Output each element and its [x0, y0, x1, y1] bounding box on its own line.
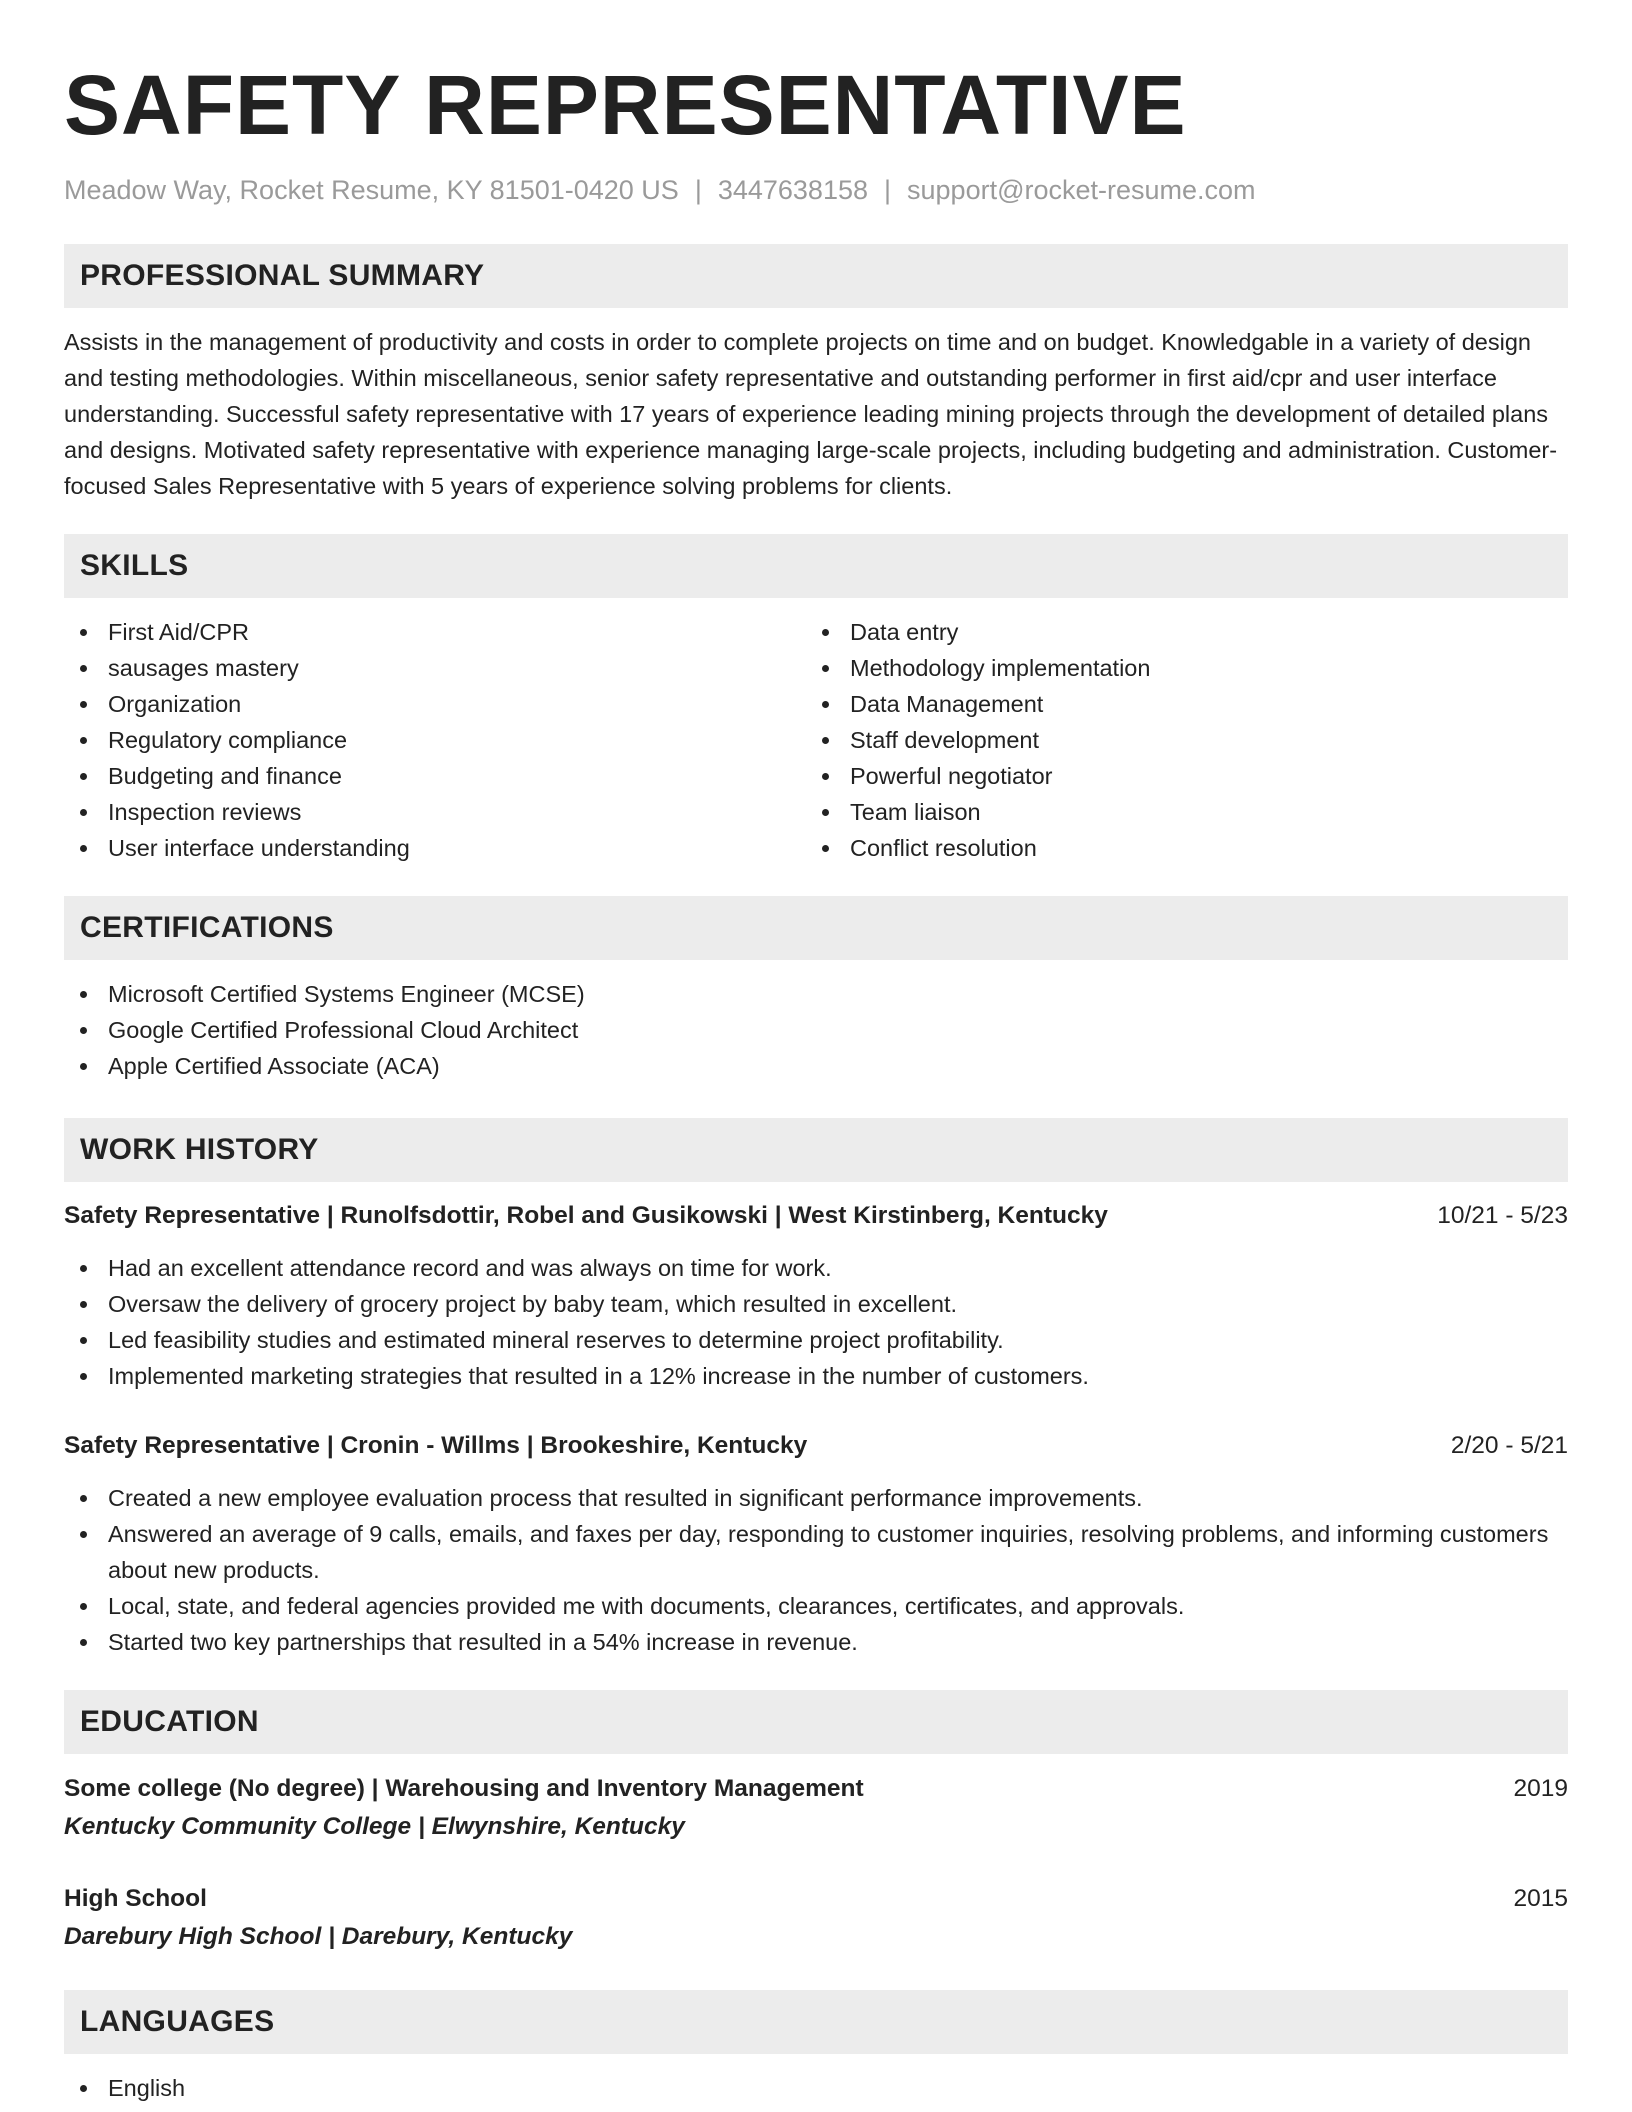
- certification-item: Microsoft Certified Systems Engineer (MCSE): [64, 976, 1568, 1012]
- education-heading-row: [64, 1770, 1568, 1808]
- contact-address: Meadow Way, Rocket Resume, KY 81501-0420 US: [64, 175, 679, 205]
- job-heading-row: [64, 1198, 1568, 1234]
- skills-column-right: [806, 614, 1548, 866]
- job-heading-row: [64, 1428, 1568, 1464]
- job-bullet: Oversaw the delivery of grocery project by baby team, which resulted in excellent.: [64, 1286, 1568, 1322]
- certification-item: Apple Certified Associate (ACA): [64, 1048, 1568, 1084]
- job-bullet: Answered an average of 9 calls, emails, and faxes per day, responding to customer inquiries, resolving problems, and informing customers about new products.: [64, 1516, 1568, 1588]
- skill-item: Team liaison: [806, 794, 1548, 830]
- section-header-work-history: WORK HISTORY: [64, 1118, 1568, 1182]
- skill-item: Inspection reviews: [64, 794, 806, 830]
- contact-separator: |: [884, 175, 892, 205]
- skill-item: Budgeting and finance: [64, 758, 806, 794]
- skill-item: Powerful negotiator: [806, 758, 1548, 794]
- education-degree: High School: [64, 1885, 207, 1912]
- job-bullets: [64, 1480, 1568, 1660]
- certifications-list: [64, 976, 1568, 1084]
- languages-list: [64, 2070, 1568, 2106]
- contact-email: support@rocket-resume.com: [907, 175, 1256, 205]
- job-dates: 2/20 - 5/21: [1450, 1432, 1568, 1459]
- skill-item: Regulatory compliance: [64, 722, 806, 758]
- section-header-skills: SKILLS: [64, 534, 1568, 598]
- job-title: Safety Representative | Runolfsdottir, Robel and Gusikowski | West Kirstinberg, Kentucky: [64, 1202, 1108, 1229]
- job-bullet: Had an excellent attendance record and was always on time for work.: [64, 1250, 1568, 1286]
- job-title: Safety Representative | Cronin - Willms | Brookeshire, Kentucky: [64, 1432, 808, 1459]
- education-school: Darebury High School | Darebury, Kentucky: [64, 1923, 573, 1950]
- job-entry: [64, 1428, 1568, 1660]
- contact-phone: 3447638158: [717, 175, 868, 205]
- education-degree: Some college (No degree) | Warehousing and Inventory Management: [64, 1775, 864, 1802]
- skill-item: User interface understanding: [64, 830, 806, 866]
- education-year: 2015: [1513, 1885, 1568, 1912]
- job-entry: [64, 1198, 1568, 1394]
- job-bullet: Led feasibility studies and estimated mineral reserves to determine project profitability.: [64, 1322, 1568, 1358]
- certification-item: Google Certified Professional Cloud Architect: [64, 1012, 1568, 1048]
- skill-item: Conflict resolution: [806, 830, 1548, 866]
- language-item: English: [64, 2070, 1568, 2106]
- skill-item: Methodology implementation: [806, 650, 1548, 686]
- candidate-name: SAFETY REPRESENTATIVE: [64, 58, 1187, 152]
- education-school: Kentucky Community College | Elwynshire, Kentucky: [64, 1813, 685, 1840]
- job-bullet: Implemented marketing strategies that resulted in a 12% increase in the number of customers.: [64, 1358, 1568, 1394]
- job-bullet: Created a new employee evaluation process that resulted in significant performance improvements.: [64, 1480, 1568, 1516]
- skill-item: Data Management: [806, 686, 1548, 722]
- education-heading-row: [64, 1880, 1568, 1918]
- summary-text: Assists in the management of productivity and costs in order to complete projects on time and on budget. Knowledgable in a variety of design and testing methodologies. Within miscellaneous, senior safety representative and outstanding performer in first aid/cpr and user interface understanding. Successful safety representative with 17 years of experience leading mining projects through the development of detailed plans and designs. Motivated safety representative with experience managing large-scale projects, including budgeting and administration. Customer-focused Sales Representative with 5 years of experience solving problems for clients.: [64, 329, 1558, 499]
- education-entry: [64, 1880, 1568, 1956]
- section-header-education: EDUCATION: [64, 1690, 1568, 1754]
- job-dates: 10/21 - 5/23: [1437, 1202, 1568, 1229]
- section-header-certifications: CERTIFICATIONS: [64, 896, 1568, 960]
- section-header-summary: PROFESSIONAL SUMMARY: [64, 244, 1568, 308]
- section-header-languages: LANGUAGES: [64, 1990, 1568, 2054]
- skill-item: Staff development: [806, 722, 1548, 758]
- job-bullet: Local, state, and federal agencies provided me with documents, clearances, certificates, and approvals.: [64, 1588, 1568, 1624]
- education-year: 2019: [1513, 1775, 1568, 1802]
- job-bullet: Started two key partnerships that resulted in a 54% increase in revenue.: [64, 1624, 1568, 1660]
- skill-item: sausages mastery: [64, 650, 806, 686]
- job-bullets: [64, 1250, 1568, 1394]
- education-entry: [64, 1770, 1568, 1846]
- contact-separator: |: [694, 175, 702, 205]
- skill-item: Data entry: [806, 614, 1548, 650]
- skill-item: Organization: [64, 686, 806, 722]
- skills-column-left: [64, 614, 806, 866]
- contact-line: [64, 172, 1568, 208]
- skill-item: First Aid/CPR: [64, 614, 806, 650]
- skills-list: [64, 614, 1568, 866]
